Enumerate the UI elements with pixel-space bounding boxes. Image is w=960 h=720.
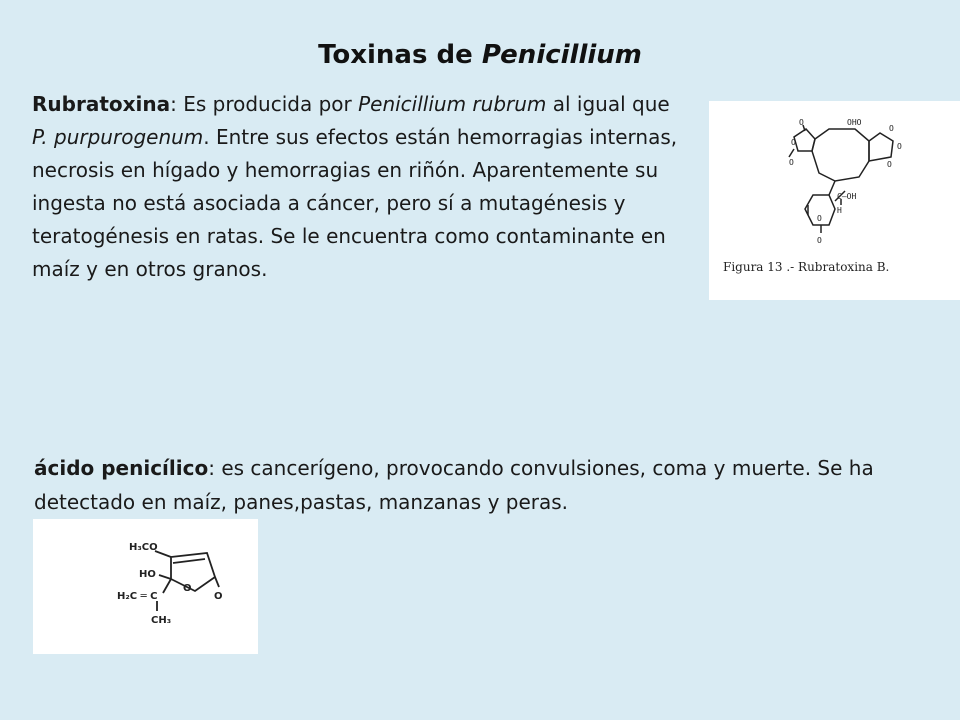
- lactone-ring: [171, 553, 215, 591]
- ch3-label: CH₃: [151, 615, 172, 626]
- rubratoxina-text-3: . Entre sus efectos están hemorragias internas, necrosis en hígado y hemorragias en riñón. Aparentemente su ingesta no está asociada a cáncer, pero sí a mutagénesis y teratogénesis en ratas. Se le encuentra como contaminante en maíz y en otros granos.: [32, 125, 678, 281]
- oxo-label-left: O: [799, 118, 804, 127]
- oxo-label-bottom: O: [817, 236, 822, 245]
- rubratoxina-paragraph: [32, 88, 682, 286]
- acido-paragraph: [34, 451, 944, 519]
- carbonyl-oxygen-label: O: [214, 591, 223, 602]
- c-oh-label: C—OH: [837, 192, 857, 201]
- h3co-label: H₃CO: [129, 542, 158, 553]
- oxo-label-lower-left: O: [789, 158, 794, 167]
- central-ring: [812, 129, 869, 181]
- ring-oxygen-right: O: [897, 142, 902, 151]
- rubratoxina-term: Rubratoxina: [32, 92, 171, 116]
- acido-text: : es cancerígeno, provocando convulsiones, coma y muerte. Se ha detectado en maíz, panes,pastas, manzanas y peras.: [34, 456, 874, 514]
- oho-label: OHO: [847, 118, 862, 127]
- rubratoxina-figure: [709, 101, 960, 300]
- ring-oxygen-left: O: [791, 138, 796, 147]
- rubratoxina-species-2: P. purpurogenum: [32, 125, 204, 149]
- ho-label: HO: [139, 569, 156, 580]
- right-anhydride-ring: [869, 133, 893, 161]
- rubratoxina-species-1: Penicillium rubrum: [358, 92, 547, 116]
- h-label: H: [837, 206, 842, 215]
- acido-penicilico-structure-diagram: [33, 519, 258, 654]
- title-genus: Penicillium: [481, 40, 642, 70]
- rubratoxina-caption: Figura 13 .- Rubratoxina B.: [723, 260, 890, 274]
- ring-oxygen-bottom: O: [817, 214, 822, 223]
- h2cc-label: H₂C ═ C: [117, 591, 158, 602]
- ring-oxygen-label: O: [183, 583, 192, 594]
- acido-term: ácido penicílico: [34, 456, 209, 480]
- rubratoxina-text-1: : Es producida por: [170, 92, 359, 116]
- oxo-label-lower-right: O: [887, 160, 892, 169]
- title-prefix: Toxinas de: [318, 40, 482, 70]
- slide-title: [0, 40, 960, 70]
- oxo-label-right: O: [889, 124, 894, 133]
- acido-penicilico-figure: [33, 519, 258, 654]
- rubratoxina-text-2: al igual que: [546, 92, 670, 116]
- left-anhydride-ring: [794, 129, 815, 151]
